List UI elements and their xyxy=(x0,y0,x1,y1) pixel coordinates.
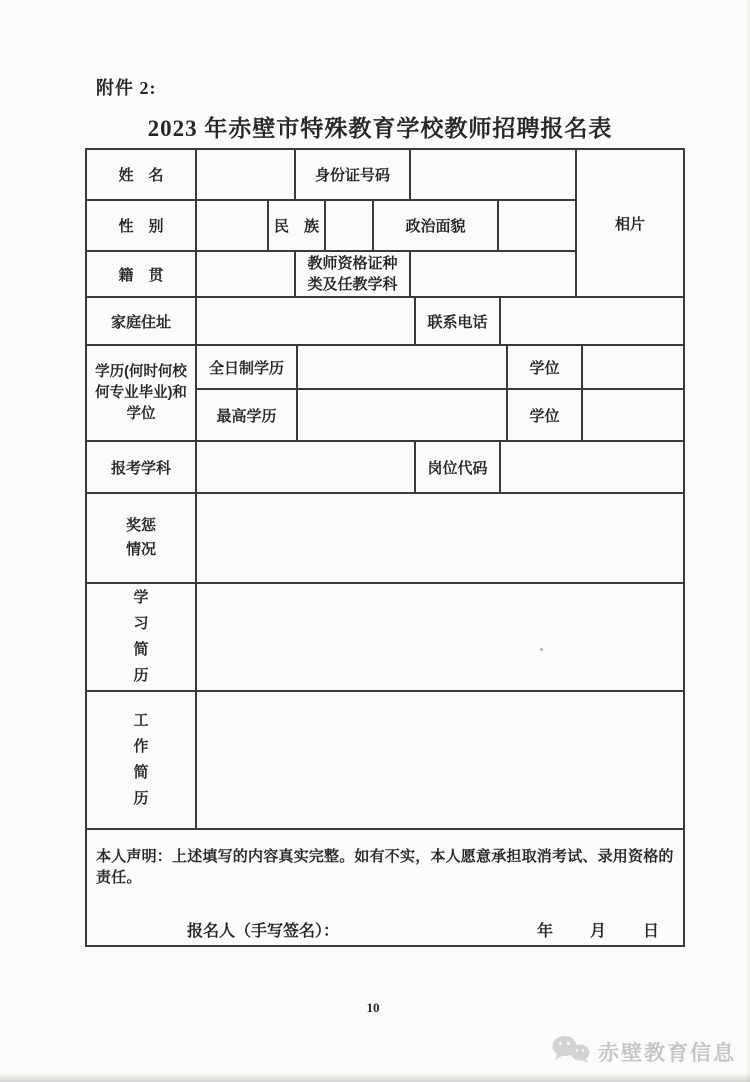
awards-label-text: 奖惩情况 xyxy=(125,517,156,558)
scan-edge-bottom xyxy=(0,1073,750,1082)
row-awards xyxy=(87,492,683,582)
work-resume-label-text: 工作简历 xyxy=(133,712,149,807)
row-applied-subject xyxy=(87,440,683,492)
row-fulltime-education xyxy=(197,346,683,388)
contact-phone-label: 联系电话 xyxy=(414,298,499,344)
scan-speck xyxy=(540,648,543,651)
date-fields xyxy=(537,918,659,941)
study-resume-label xyxy=(87,584,195,690)
education-section xyxy=(87,344,683,440)
applied-subject-label: 报考学科 xyxy=(110,459,171,477)
row-study-resume xyxy=(87,582,683,690)
top-left-grid xyxy=(87,150,575,296)
gender-value-cell xyxy=(195,201,267,250)
teacher-certificate-label-text: 教师资格证种类及任教学科 xyxy=(307,255,398,293)
teacher-certificate-value-cell xyxy=(409,252,575,296)
id-number-label: 身份证号码 xyxy=(294,150,409,199)
highest-degree-value-cell xyxy=(581,390,683,440)
name-label: 姓 名 xyxy=(118,167,164,184)
home-address-label: 家庭住址 xyxy=(110,313,171,331)
declaration-text: 本人声明：上述填写的内容真实完整。如有不实，本人愿意承担取消考试、录用资格的责任。 xyxy=(96,848,674,886)
study-resume-value-cell xyxy=(195,584,683,690)
native-place-value-cell xyxy=(195,252,294,296)
education-degree-label xyxy=(87,346,195,440)
fulltime-degree-value-cell xyxy=(581,346,683,388)
row-highest-education xyxy=(197,388,683,440)
work-resume-value-cell xyxy=(195,692,683,828)
position-code-value-cell xyxy=(499,442,683,492)
page-title: 2023 年赤壁市特殊教育学校教师招聘报名表 xyxy=(147,116,613,141)
applied-subject-value-cell xyxy=(195,442,414,492)
awards-value-cell xyxy=(195,494,683,582)
signature-line xyxy=(87,918,683,941)
position-code-label: 岗位代码 xyxy=(414,442,499,492)
education-subgrid xyxy=(195,346,683,440)
political-status-label: 政治面貌 xyxy=(372,201,497,250)
study-resume-label-text: 学习简历 xyxy=(133,589,149,684)
highest-education-value-cell xyxy=(296,390,506,440)
day-label: 日 xyxy=(642,923,659,940)
row-native-place xyxy=(87,250,575,296)
row-name xyxy=(87,150,575,199)
row-gender xyxy=(87,199,575,250)
highest-degree-label: 学位 xyxy=(506,390,581,440)
name-value-cell xyxy=(195,150,294,199)
gender-label: 性 别 xyxy=(118,218,164,235)
fulltime-education-label: 全日制学历 xyxy=(208,359,284,377)
awards-label xyxy=(87,494,195,582)
photo-cell xyxy=(575,150,683,296)
year-label: 年 xyxy=(536,923,553,940)
row-work-resume xyxy=(87,690,683,828)
footer-watermark xyxy=(551,1034,736,1070)
month-label: 月 xyxy=(589,923,606,940)
ethnicity-value-cell xyxy=(324,201,372,250)
page-number: 10 xyxy=(366,1000,380,1015)
fulltime-degree-label: 学位 xyxy=(506,346,581,388)
native-place-label: 籍 贯 xyxy=(118,266,164,284)
registration-form-table xyxy=(85,148,685,947)
home-address-value-cell xyxy=(195,298,414,344)
attachment-label: 附件 2: xyxy=(96,78,157,98)
ethnicity-label: 民 族 xyxy=(267,201,324,250)
id-number-value-cell xyxy=(409,150,575,199)
wechat-icon xyxy=(551,1034,591,1070)
work-resume-label xyxy=(87,692,195,828)
political-status-value-cell xyxy=(497,201,575,250)
education-degree-label-text: 学历(何时何校何专业毕业)和学位 xyxy=(95,363,187,422)
contact-phone-value-cell xyxy=(499,298,683,344)
row-home-address xyxy=(87,296,683,344)
teacher-certificate-label xyxy=(294,252,409,296)
scan-edge-right xyxy=(745,0,750,1082)
photo-label: 相片 xyxy=(614,215,645,233)
signature-label: 报名人（手写签名）： xyxy=(187,923,340,940)
declaration-block xyxy=(87,828,683,945)
footer-watermark-text: 赤壁教育信息 xyxy=(598,1042,736,1065)
fulltime-education-value-cell xyxy=(296,346,506,388)
top-section xyxy=(87,150,683,296)
highest-education-label: 最高学历 xyxy=(216,407,277,425)
